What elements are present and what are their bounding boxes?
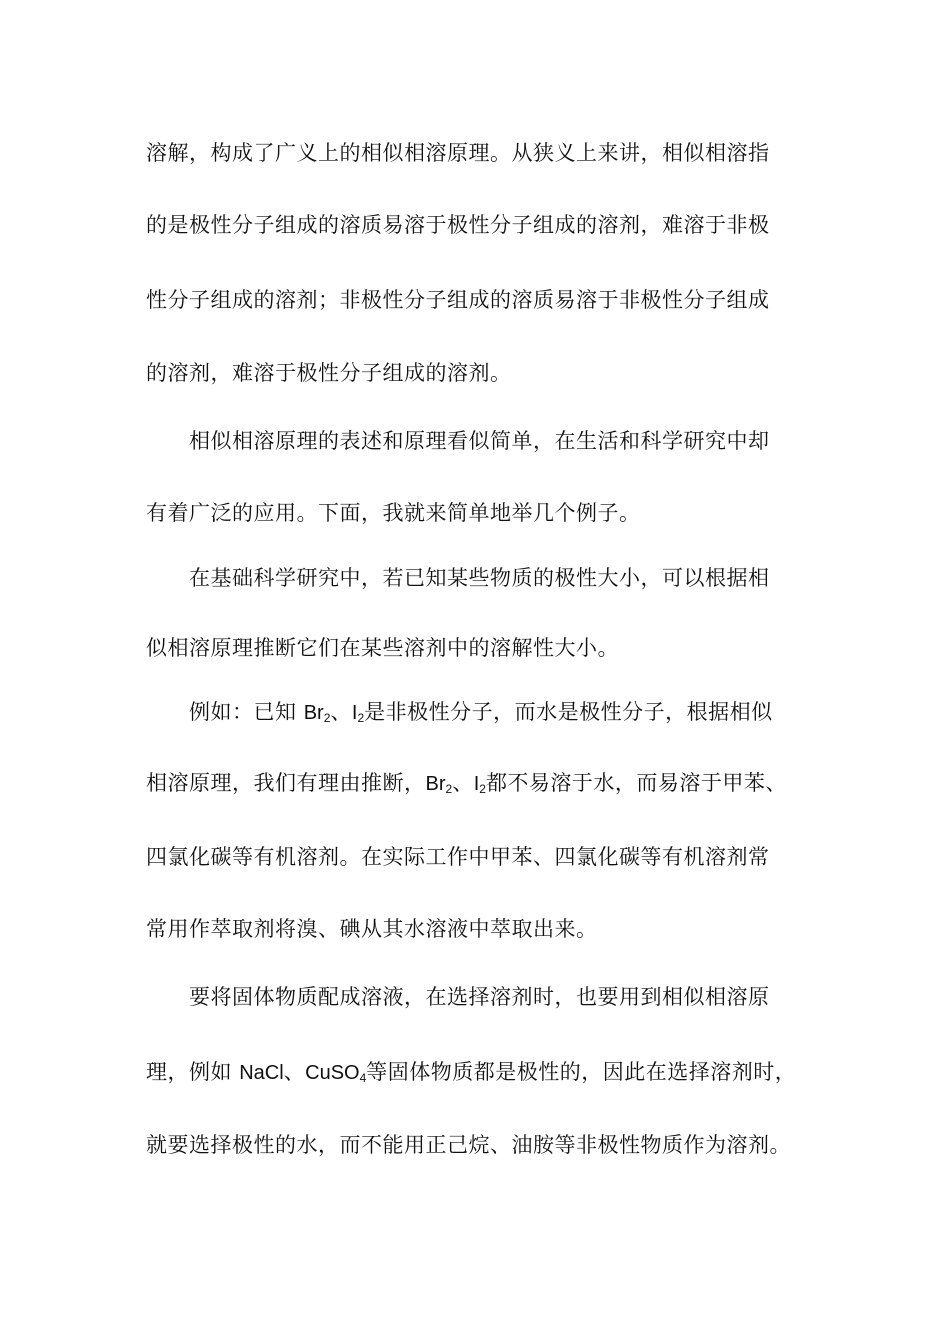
separator: 、 <box>452 771 474 795</box>
chem-formula-i2 <box>474 773 486 795</box>
paragraph-4-line-1 <box>189 698 773 727</box>
formula-text: I <box>351 702 358 724</box>
chem-formula-cuso4 <box>305 1062 366 1084</box>
paragraph-1-line-4: 的溶剂，难溶于极性分子组成的溶剂。 <box>146 361 512 385</box>
formula-text: I <box>473 773 480 795</box>
chem-formula-i2 <box>352 702 364 724</box>
separator: 、 <box>283 1060 306 1084</box>
chem-formula-nacl: NaCl <box>239 1062 284 1084</box>
paragraph-5-line-2 <box>146 1058 796 1087</box>
text-segment: 等固体物质都是极性的，因此在选择溶剂时， <box>366 1060 797 1084</box>
text-segment: 理，例如 <box>146 1060 240 1084</box>
formula-subscript: 2 <box>323 711 331 725</box>
formula-text: CuSO <box>305 1062 360 1084</box>
paragraph-1-line-1: 溶解，构成了广义上的相似相溶原理。从狭义上来讲，相似相溶指 <box>146 141 770 165</box>
text-segment: 相溶原理，我们有理由推断， <box>146 771 426 795</box>
text-segment: 例如：已知 <box>189 700 304 724</box>
formula-subscript: 2 <box>479 782 486 796</box>
paragraph-3-line-1: 在基础科学研究中，若已知某些物质的极性大小，可以根据相 <box>189 566 770 590</box>
formula-subscript: 2 <box>357 711 365 725</box>
paragraph-5-line-1: 要将固体物质配成溶液，在选择溶剂时，也要用到相似相溶原 <box>189 985 770 1009</box>
separator: 、 <box>330 700 352 724</box>
formula-text: Br <box>425 773 446 795</box>
formula-text: Br <box>303 702 324 724</box>
paragraph-4-line-2 <box>146 769 787 798</box>
formula-subscript: 4 <box>359 1071 367 1085</box>
formula-subscript: 2 <box>445 782 453 796</box>
paragraph-3-line-2: 似相溶原理推断它们在某些溶剂中的溶解性大小。 <box>146 636 619 660</box>
text-segment: 是非极性分子，而水是极性分子，根据相似 <box>364 700 773 724</box>
chem-formula-br2 <box>426 773 453 795</box>
paragraph-5-line-3: 就要选择极性的水，而不能用正己烷、油胺等非极性物质作为溶剂。 <box>146 1133 791 1157</box>
paragraph-2-line-2: 有着广泛的应用。下面，我就来简单地举几个例子。 <box>146 501 641 525</box>
text-segment: 都不易溶于水，而易溶于甲苯、 <box>485 771 787 795</box>
chem-formula-br2 <box>304 702 331 724</box>
paragraph-1-line-2: 的是极性分子组成的溶质易溶于极性分子组成的溶剂，难溶于非极 <box>146 213 770 237</box>
paragraph-4-line-4: 常用作萃取剂将溴、碘从其水溶液中萃取出来。 <box>146 917 598 941</box>
paragraph-1-line-3: 性分子组成的溶剂；非极性分子组成的溶质易溶于非极性分子组成 <box>146 288 770 312</box>
paragraph-2-line-1: 相似相溶原理的表述和原理看似简单，在生活和科学研究中却 <box>189 429 770 453</box>
paragraph-4-line-3: 四氯化碳等有机溶剂。在实际工作中甲苯、四氯化碳等有机溶剂常 <box>146 845 770 869</box>
